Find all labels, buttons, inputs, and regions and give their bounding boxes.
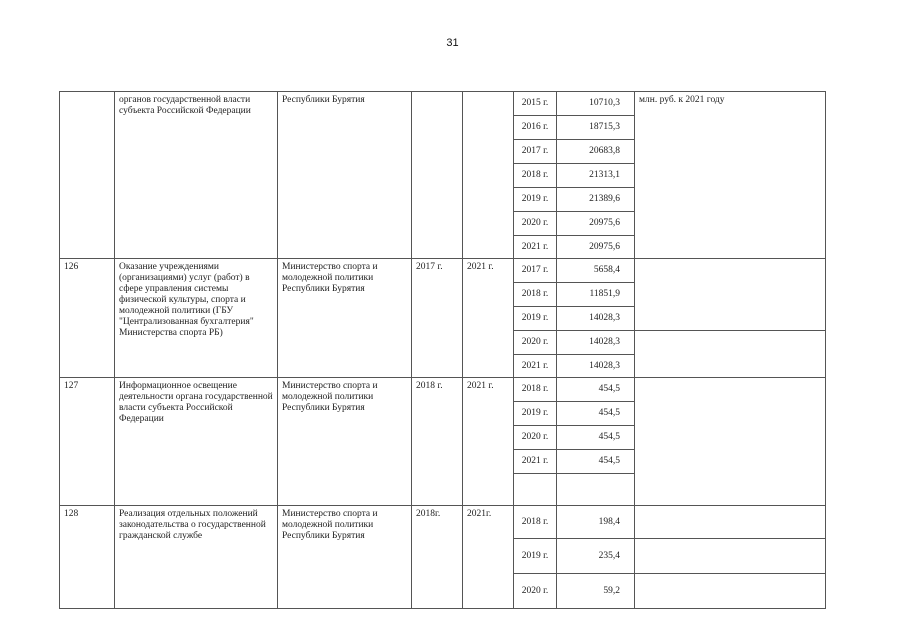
- funding-value: 454,5: [557, 378, 635, 402]
- funding-year: 2018 г.: [514, 506, 557, 539]
- note: млн. руб. к 2021 году: [635, 92, 826, 259]
- funding-year: 2020 г.: [514, 426, 557, 450]
- executor: Министерство спорта и молодежной политики Республики Бурятия: [278, 378, 412, 506]
- executor: Республики Бурятия: [278, 92, 412, 259]
- funding-year: 2019 г.: [514, 188, 557, 212]
- funding-year: 2015 г.: [514, 92, 557, 116]
- note: [635, 506, 826, 539]
- funding-year: 2019 г.: [514, 402, 557, 426]
- note: [635, 259, 826, 331]
- funding-value: 11851,9: [557, 283, 635, 307]
- funding-year: 2019 г.: [514, 539, 557, 574]
- executor: Министерство спорта и молодежной политики Республики Бурятия: [278, 506, 412, 609]
- funding-year: 2021 г.: [514, 355, 557, 378]
- start-year: 2018 г.: [412, 378, 463, 506]
- funding-value: 14028,3: [557, 307, 635, 331]
- funding-year: 2018 г.: [514, 283, 557, 307]
- table-row: [60, 259, 826, 283]
- table-row: [60, 506, 826, 539]
- funding-value-empty: [557, 474, 635, 506]
- funding-year: 2018 г.: [514, 164, 557, 188]
- measure-name: органов государственной власти субъекта Российской Федерации: [115, 92, 278, 259]
- start-year: [412, 92, 463, 259]
- measure-name: Информационное освещение деятельности органа государственной власти субъекта Российской Федерации: [115, 378, 278, 506]
- end-year: 2021г.: [463, 506, 514, 609]
- funding-year: 2016 г.: [514, 116, 557, 140]
- funding-value: 18715,3: [557, 116, 635, 140]
- funding-value: 454,5: [557, 426, 635, 450]
- funding-value: 198,4: [557, 506, 635, 539]
- funding-year: 2020 г.: [514, 212, 557, 236]
- funding-value: 454,5: [557, 402, 635, 426]
- funding-year: 2021 г.: [514, 450, 557, 474]
- funding-year: 2021 г.: [514, 236, 557, 259]
- table-row: [60, 92, 826, 116]
- funding-value: 10710,3: [557, 92, 635, 116]
- funding-value: 20975,6: [557, 212, 635, 236]
- funding-value: 5658,4: [557, 259, 635, 283]
- note-cell-empty: [635, 539, 826, 574]
- row-number: 128: [60, 506, 115, 609]
- funding-year: 2019 г.: [514, 307, 557, 331]
- note-cell-empty: [635, 331, 826, 378]
- measure-name: Реализация отдельных положений законодательства о государственной гражданской службе: [115, 506, 278, 609]
- note-cell-empty: [635, 574, 826, 609]
- funding-value: 14028,3: [557, 331, 635, 355]
- funding-value: 20975,6: [557, 236, 635, 259]
- funding-year: 2018 г.: [514, 378, 557, 402]
- funding-value: 235,4: [557, 539, 635, 574]
- funding-value: 21389,6: [557, 188, 635, 212]
- executor: Министерство спорта и молодежной политики Республики Бурятия: [278, 259, 412, 378]
- end-year: [463, 92, 514, 259]
- funding-value: 21313,1: [557, 164, 635, 188]
- note: [635, 378, 826, 506]
- funding-value: 59,2: [557, 574, 635, 609]
- funding-year: 2020 г.: [514, 331, 557, 355]
- start-year: 2017 г.: [412, 259, 463, 378]
- end-year: 2021 г.: [463, 259, 514, 378]
- funding-value: 14028,3: [557, 355, 635, 378]
- start-year: 2018г.: [412, 506, 463, 609]
- table-row: [60, 378, 826, 402]
- measure-name: Оказание учреждениями (организациями) услуг (работ) в сфере управления системы физической культуры, спорта и молодежной политики (ГБУ "Централизованная бухгалтерия" Министерства спорта РБ): [115, 259, 278, 378]
- funding-year: 2017 г.: [514, 140, 557, 164]
- funding-value: 454,5: [557, 450, 635, 474]
- end-year: 2021 г.: [463, 378, 514, 506]
- row-number: 126: [60, 259, 115, 378]
- funding-year-empty: [514, 474, 557, 506]
- funding-year: 2017 г.: [514, 259, 557, 283]
- row-number: 127: [60, 378, 115, 506]
- row-number: [60, 92, 115, 259]
- funding-value: 20683,8: [557, 140, 635, 164]
- program-measures-table: [59, 91, 826, 609]
- page-number: 31: [446, 37, 459, 49]
- funding-year: 2020 г.: [514, 574, 557, 609]
